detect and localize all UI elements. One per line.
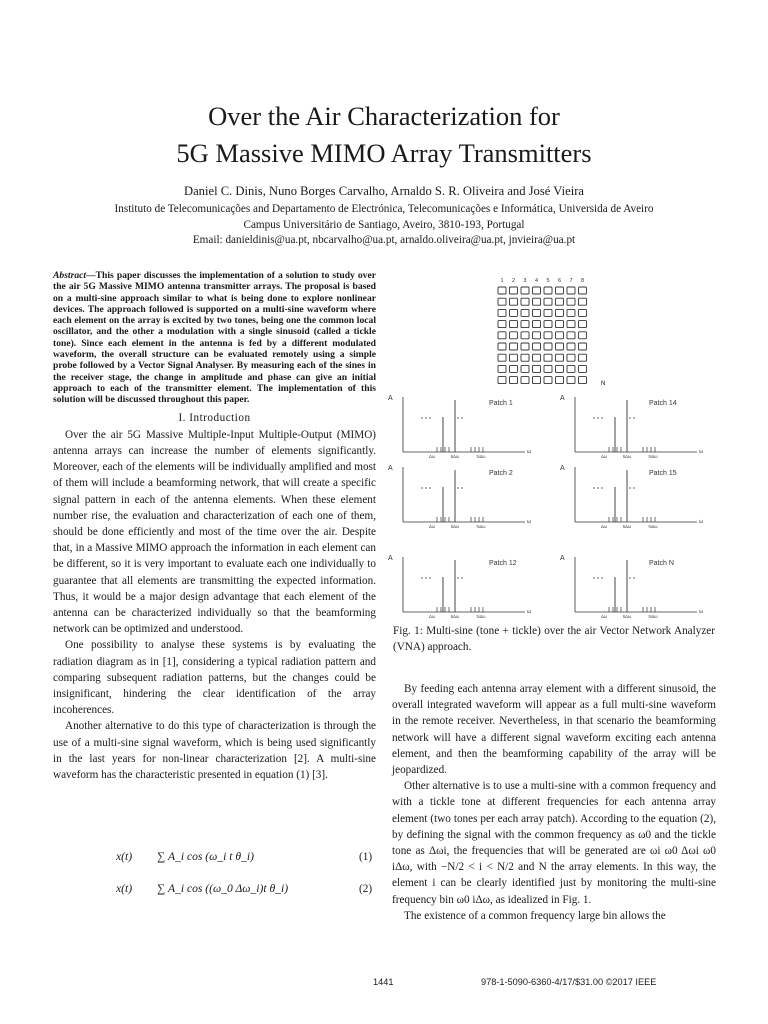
- axis-label-frequency: ω: [699, 609, 703, 615]
- axis-label-amplitude: A: [560, 465, 565, 472]
- right-paragraph-1: By feeding each antenna array element with a different sinusoid, the overall integrated waveform will appear as a full multi-sine waveform in the remote receiver. Nevertheless, in that scenario the beamforming network will have a different signal waveform exciting each antenna element, and then the beamforming capability of the array will be jeopardized.: [392, 683, 716, 777]
- antenna-patch: [521, 298, 529, 305]
- antenna-patch: [533, 365, 541, 372]
- antenna-patch: [510, 377, 518, 384]
- left-column: [53, 270, 376, 783]
- antenna-patch: [544, 309, 552, 316]
- affiliation-line-2: Campus Universitário de Santiago, Aveiro, 3810-193, Portugal: [243, 219, 525, 231]
- right-paragraph-2: Other alternative is to use a multi-sine with a common frequency and with a tickle tone at different frequencies for each antenna array element (two tones per each array patch). According to the equation (2), by defining the signal with the common frequency as ω0 and the tickle tone as Δωi, the frequencies that will be generated are ωi ω0 Δωi ω0 iΔω, with −N/2 < i < N/2 and N the array elements. In this way, the element i can be clearly identified just by monitoring the multi-sine frequency bin ω0 iΔω, as idealized in Fig. 1.: [392, 780, 716, 906]
- equation-2-lhs: x(t): [116, 882, 133, 895]
- axis-label-amplitude: A: [388, 465, 393, 472]
- antenna-patch: [521, 377, 529, 384]
- frequency-tick-label: Δω: [600, 524, 608, 529]
- patch-label: Patch 15: [649, 470, 677, 477]
- isbn-copyright: 978-1-5090-6360-4/17/$31.00 ©2017 IEEE: [481, 977, 657, 987]
- antenna-patch: [567, 321, 575, 328]
- column-label: 4: [534, 278, 539, 284]
- affiliation-line-1: Instituto de Telecomunicações and Departamento de Electrónica, Telecomunicações e Informática, Universida de Aveiro: [114, 203, 654, 215]
- column-labels: [500, 278, 584, 284]
- antenna-patch: [567, 298, 575, 305]
- frequency-tick-label: 6Δω: [622, 454, 632, 459]
- antenna-patch: [579, 287, 587, 294]
- antenna-patch: [556, 287, 564, 294]
- antenna-patch: [521, 332, 529, 339]
- axis-label-amplitude: A: [560, 555, 565, 562]
- frequency-tick-label: NΔω: [476, 524, 486, 529]
- row-label: N: [601, 381, 606, 387]
- author-emails: Email: danieldinis@ua.pt, nbcarvalho@ua.pt, arnaldo.oliveira@ua.pt, jnvieira@ua.pt: [192, 234, 576, 246]
- antenna-patch: [556, 343, 564, 350]
- antenna-patch: [544, 298, 552, 305]
- antenna-patch: [510, 343, 518, 350]
- antenna-patch: [533, 287, 541, 294]
- antenna-patch: [533, 343, 541, 350]
- antenna-patch: [533, 309, 541, 316]
- antenna-patch: [533, 332, 541, 339]
- abstract-text: —This paper discusses the implementation of a solution to study over the air 5G Massive MIMO antenna transmitter arrays. The proposal is based on a multi-sine approach similar to what is being done to explore nonlinear devices. The approach followed is supported on a multi-sine waveform where each element on the array is excited by two tones, being one the common local oscillator, and the other a modulation with a single sinusoid (called a tickle tone). Since each element in the antenna is fed by a different modulated waveform, the overall structure can be evaluated remotely using a simple probe followed by a Vector Signal Analyser. By measuring each of the sines in the receiver stage, the change in amplitude and phase can give an initial approach to each of the transmitter element. The implementation of this solution will be discussed throughout this paper.: [53, 270, 376, 406]
- antenna-patch: [556, 365, 564, 372]
- right-paragraph-3: The existence of a common frequency large bin allows the: [404, 909, 666, 922]
- frequency-tick-label: Δω: [428, 524, 436, 529]
- antenna-patch: [567, 377, 575, 384]
- axis-label-amplitude: A: [388, 555, 393, 562]
- antenna-patch: [533, 298, 541, 305]
- antenna-patch: [498, 377, 506, 384]
- axis-label-frequency: ω: [527, 449, 531, 455]
- axis-label-frequency: ω: [699, 449, 703, 455]
- frequency-tick-label: NΔω: [476, 454, 486, 459]
- page-number: 1441: [373, 977, 394, 987]
- antenna-patch: [544, 377, 552, 384]
- antenna-patch: [498, 287, 506, 294]
- abstract: [53, 270, 376, 406]
- frequency-tick-label: NΔω: [648, 614, 658, 619]
- antenna-patch: [510, 332, 518, 339]
- antenna-patch: [579, 354, 587, 361]
- title-line-2: 5G Massive MIMO Array Transmitters: [176, 138, 592, 168]
- antenna-patch: [533, 321, 541, 328]
- frequency-tick-label: Δω: [428, 614, 436, 619]
- antenna-patch: [567, 309, 575, 316]
- antenna-patch: [521, 343, 529, 350]
- antenna-patch: [567, 287, 575, 294]
- frequency-tick-label: NΔω: [648, 454, 658, 459]
- frequency-tick-label: NΔω: [648, 524, 658, 529]
- right-column: [392, 681, 716, 924]
- column-label: 1: [500, 278, 504, 284]
- patch-label: Patch 1: [489, 400, 513, 407]
- frequency-tick-label: NΔω: [476, 614, 486, 619]
- patch-label: Patch 14: [649, 400, 677, 407]
- antenna-patch: [544, 321, 552, 328]
- antenna-patch: [579, 377, 587, 384]
- antenna-patch: [498, 365, 506, 372]
- antenna-patch: [567, 332, 575, 339]
- antenna-patch: [556, 332, 564, 339]
- equation-1-rhs: ∑ A_i cos (ω_i t θ_i): [157, 850, 254, 863]
- antenna-patch: [498, 354, 506, 361]
- antenna-patch: [556, 377, 564, 384]
- frequency-tick-label: 6Δω: [450, 454, 460, 459]
- antenna-patch: [498, 298, 506, 305]
- antenna-grid: [498, 287, 587, 384]
- axis-label-frequency: ω: [527, 519, 531, 525]
- antenna-patch: [556, 298, 564, 305]
- spectrum-panel: [560, 465, 703, 529]
- intro-paragraph-3: Another alternative to do this type of characterization is through the use of a multi-sine signal waveform, which is being used significantly in the last years for non-linear characterization [2]. A multi-sine waveform has the characteristic presented in equation (1) [3].: [53, 720, 376, 782]
- antenna-patch: [544, 354, 552, 361]
- axis-label-amplitude: A: [388, 395, 393, 402]
- frequency-tick-label: Δω: [600, 454, 608, 459]
- frequency-tick-label: Δω: [428, 454, 436, 459]
- antenna-patch: [544, 287, 552, 294]
- patch-label: Patch 12: [489, 560, 517, 567]
- antenna-patch: [510, 354, 518, 361]
- equation-1-lhs: x(t): [116, 850, 133, 863]
- antenna-patch: [556, 309, 564, 316]
- equation-2-number: (2): [359, 883, 373, 895]
- column-label: 8: [580, 278, 585, 284]
- patch-label: Patch N: [649, 560, 674, 567]
- antenna-patch: [556, 321, 564, 328]
- antenna-patch: [498, 309, 506, 316]
- abstract-label: Abstract: [53, 270, 87, 281]
- column-label: 7: [569, 278, 573, 284]
- frequency-tick-label: 6Δω: [622, 524, 632, 529]
- antenna-patch: [567, 365, 575, 372]
- equation-1-number: (1): [359, 851, 373, 863]
- frequency-tick-label: 6Δω: [450, 614, 460, 619]
- axis-label-frequency: ω: [527, 609, 531, 615]
- antenna-patch: [579, 343, 587, 350]
- equation-1: [116, 850, 254, 863]
- antenna-patch: [533, 377, 541, 384]
- paper-title: [0, 98, 768, 172]
- antenna-patch: [521, 321, 529, 328]
- antenna-patch: [533, 354, 541, 361]
- antenna-patch: [567, 343, 575, 350]
- antenna-patch: [544, 365, 552, 372]
- authors: Daniel C. Dinis, Nuno Borges Carvalho, Arnaldo S. R. Oliveira and José Vieira: [184, 184, 584, 198]
- antenna-patch: [510, 298, 518, 305]
- antenna-patch: [498, 321, 506, 328]
- frequency-tick-label: Δω: [600, 614, 608, 619]
- spectrum-panel: [388, 465, 531, 529]
- antenna-patch: [498, 332, 506, 339]
- antenna-patch: [544, 332, 552, 339]
- antenna-patch: [579, 298, 587, 305]
- axis-label-frequency: ω: [699, 519, 703, 525]
- antenna-patch: [556, 354, 564, 361]
- patch-label: Patch 2: [489, 470, 513, 477]
- equation-2-rhs: ∑ A_i cos ((ω_0 Δω_i)t θ_i): [157, 882, 289, 895]
- antenna-patch: [579, 321, 587, 328]
- antenna-patch: [510, 365, 518, 372]
- column-label: 2: [511, 278, 516, 284]
- frequency-tick-label: 6Δω: [450, 524, 460, 529]
- equation-2: [116, 882, 288, 895]
- antenna-patch: [579, 332, 587, 339]
- antenna-patch: [521, 309, 529, 316]
- antenna-patch: [510, 321, 518, 328]
- spectrum-panel: [560, 555, 703, 619]
- column-label: 5: [546, 278, 550, 284]
- antenna-patch: [510, 287, 518, 294]
- antenna-patch: [510, 309, 518, 316]
- spectrum-panels: [388, 395, 703, 619]
- antenna-patch: [544, 343, 552, 350]
- axis-label-amplitude: A: [560, 395, 565, 402]
- spectrum-panel: [388, 555, 531, 619]
- antenna-patch: [521, 287, 529, 294]
- antenna-patch: [521, 365, 529, 372]
- column-label: 6: [557, 278, 562, 284]
- antenna-patch: [498, 343, 506, 350]
- antenna-patch: [579, 365, 587, 372]
- antenna-patch: [579, 309, 587, 316]
- spectrum-panel: [388, 395, 531, 459]
- column-label: 3: [523, 278, 527, 284]
- antenna-patch: [521, 354, 529, 361]
- intro-paragraph-1: Over the air 5G Massive Multiple-Input Multiple-Output (MIMO) antenna arrays can increase the number of elements significantly. Moreover, each of the elements will be individually amplified and most of them will include a beamforming network, that will create a specific signal pattern in each of the antenna elements. When these element number rise, the evaluation and characterization of each one of them, should be done efficiently and most of the time over the air. Despite that, in a Massive MIMO approach the information in each element can be different, so it is very important to evaluate each one individually to guarantee that all elements are transmitting the expected information. Thus, it would be a major design advantage that each element of the antenna can be characterized individually so that the beamforming network can be optimized and understood.: [53, 428, 376, 636]
- frequency-tick-label: 6Δω: [622, 614, 632, 619]
- section-heading-introduction: I. Introduction: [178, 411, 251, 424]
- figure-1: [388, 272, 715, 619]
- antenna-patch: [567, 354, 575, 361]
- figure-caption: Fig. 1: Multi-sine (tone + tickle) over the air Vector Network Analyzer (VNA) approach.: [393, 625, 715, 653]
- intro-paragraph-2: One possibility to analyse these systems is by evaluating the radiation diagram as in [1], considering a typical radiation pattern and comparing subsequent radiation patterns, but the changes could be insignificant, hindering the clear identification of the array incoherences.: [53, 639, 376, 717]
- title-line-1: Over the Air Characterization for: [208, 101, 560, 131]
- spectrum-panel: [560, 395, 703, 459]
